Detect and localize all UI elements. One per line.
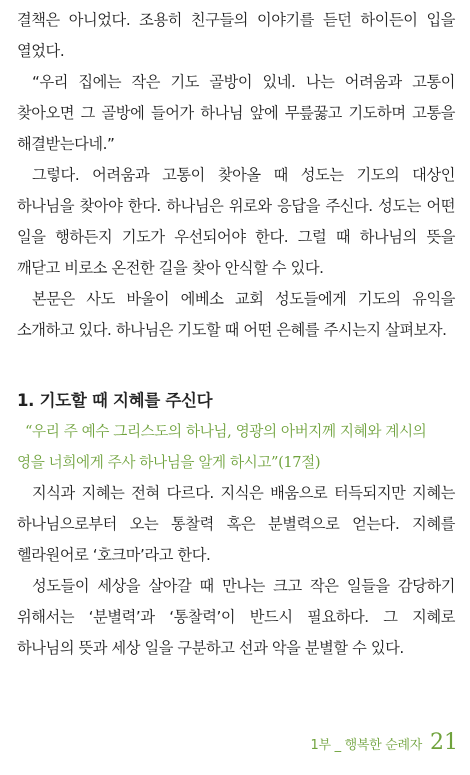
page-number: 21 (430, 730, 458, 755)
page-body (17, 5, 455, 664)
section-heading: 1. 기도할 때 지혜를 주신다 (17, 391, 213, 410)
body-paragraph: 그렇다. 어려움과 고통이 찾아올 때 성도는 기도의 대상인 하나님을 찾아야 한다. 하나님은 위로와 응답을 주신다. 성도는 어떤 일을 행하든지 기도가 우선되어야 한다. 그럴 때 하나님의 뜻을 깨닫고 비로소 온전한 길을 찾아 안식할 수 있다. (17, 166, 455, 277)
body-paragraph: 본문은 사도 바울이 에베소 교회 성도들에게 기도의 유익을 소개하고 있다. 하나님은 기도할 때 어떤 은혜를 주시는지 살펴보자. (17, 290, 455, 339)
body-paragraph: 결책은 아니었다. 조용히 친구들의 이야기를 듣던 하이든이 입을 열었다. (17, 11, 455, 60)
page-footer (311, 730, 458, 755)
section-spacer (17, 346, 455, 386)
scripture-quote: “우리 주 예수 그리스도의 하나님, 영광의 아버지께 지혜와 계시의 영을 너희에게 주사 하나님을 알게 하시고”(17절) (17, 423, 427, 471)
body-paragraph: 지식과 지혜는 전혀 다르다. 지식은 배움으로 터득되지만 지혜는 하나님으로부터 오는 통찰력 혹은 분별력으로 얻는다. 지혜를 헬라원어로 ‘호크마’라고 한다. (17, 484, 455, 564)
part-label: 1부 _ 행복한 순례자 (310, 738, 422, 753)
quote-paragraph: “우리 집에는 작은 기도 골방이 있네. 나는 어려움과 고통이 찾아오면 그 골방에 들어가 하나님 앞에 무릎꿇고 기도하며 고통을 해결받는다네.” (17, 73, 455, 153)
body-paragraph: 성도들이 세상을 살아갈 때 만나는 크고 작은 일들을 감당하기 위해서는 ‘분별력’과 ‘통찰력’이 반드시 필요하다. 그 지혜로 하나님의 뜻과 세상 일을 구분하고 선과 악을 분별할 수 있다. (17, 577, 455, 657)
